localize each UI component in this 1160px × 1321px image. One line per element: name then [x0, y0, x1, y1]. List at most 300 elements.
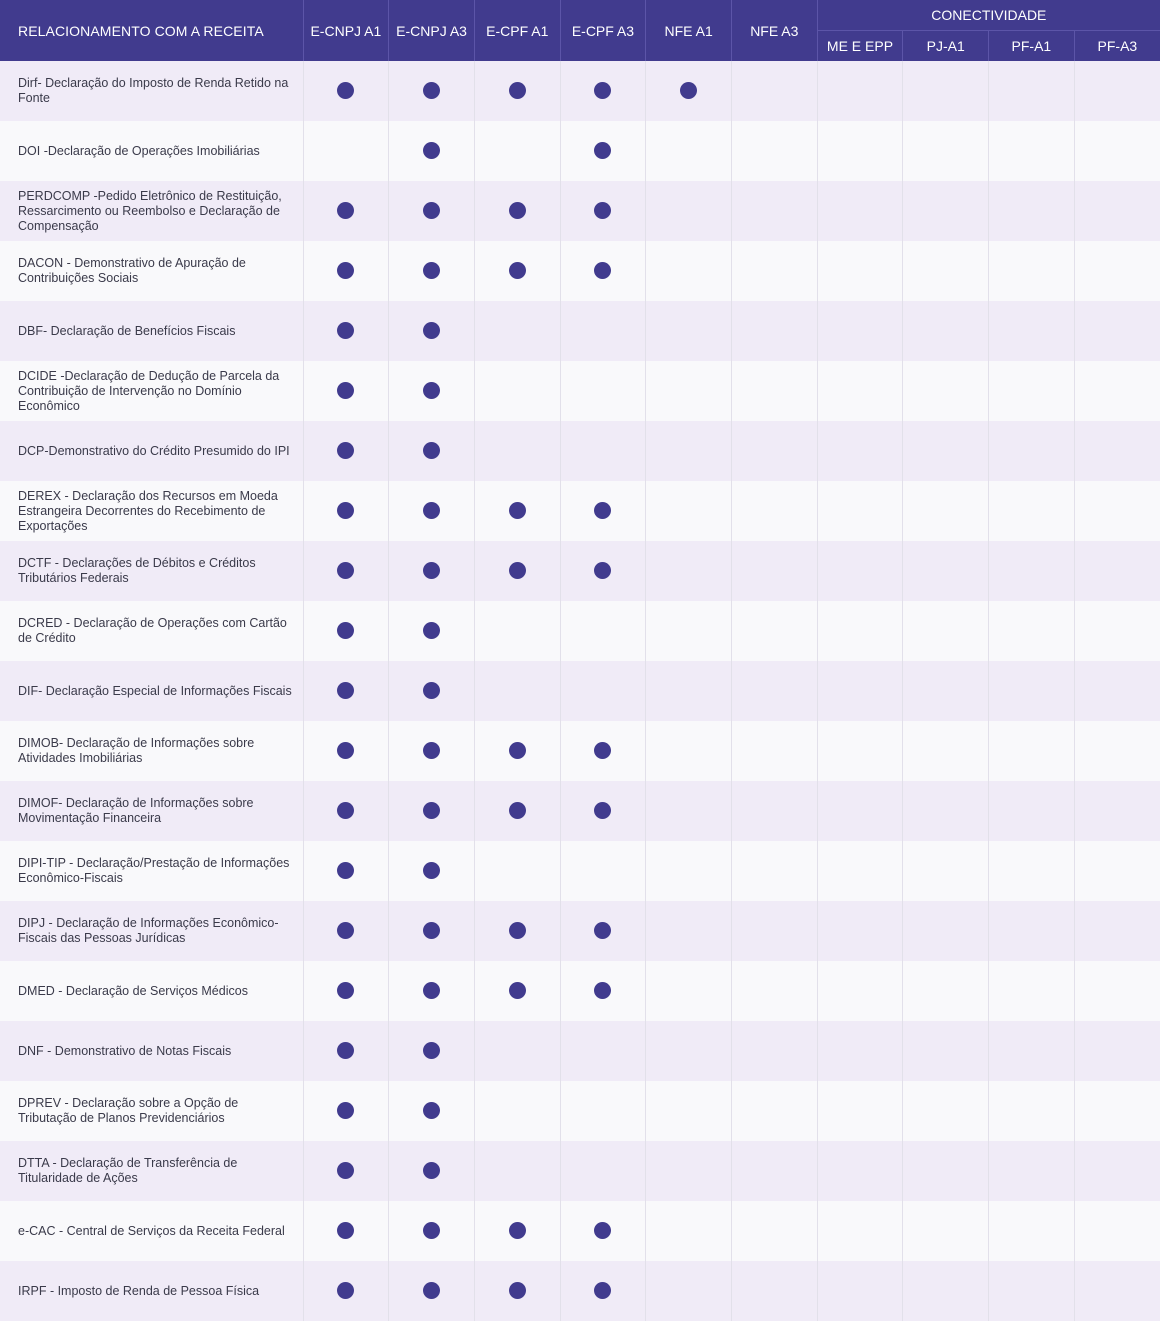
support-cell: [1074, 1261, 1160, 1321]
supported-dot-icon: [337, 682, 354, 699]
supported-dot-icon: [509, 802, 526, 819]
support-cell: [303, 661, 389, 721]
support-cell: [474, 421, 560, 481]
support-cell: [903, 301, 989, 361]
support-cell: [989, 841, 1075, 901]
supported-dot-icon: [509, 502, 526, 519]
support-cell: [303, 841, 389, 901]
support-cell: [560, 241, 646, 301]
support-cell: [646, 121, 732, 181]
row-label: DMED - Declaração de Serviços Médicos: [0, 961, 303, 1021]
support-cell: [646, 421, 732, 481]
support-cell: [389, 1261, 475, 1321]
support-cell: [560, 1141, 646, 1201]
row-label: DACON - Demonstrativo de Apuração de Contribuições Sociais: [0, 241, 303, 301]
support-cell: [989, 1141, 1075, 1201]
row-label: DIMOF- Declaração de Informações sobre Movimentação Financeira: [0, 781, 303, 841]
support-cell: [646, 1081, 732, 1141]
supported-dot-icon: [509, 202, 526, 219]
support-cell: [389, 181, 475, 241]
support-cell: [474, 1201, 560, 1261]
support-cell: [389, 361, 475, 421]
support-cell: [989, 361, 1075, 421]
header-pf-a1: PF-A1: [989, 31, 1075, 62]
support-cell: [989, 241, 1075, 301]
header-me-e-epp: ME E EPP: [817, 31, 903, 62]
header-e-cnpj-a1: E-CNPJ A1: [303, 0, 389, 61]
support-cell: [389, 1021, 475, 1081]
support-cell: [903, 1081, 989, 1141]
row-label: DCTF - Declarações de Débitos e Créditos Tributários Federais: [0, 541, 303, 601]
support-cell: [389, 301, 475, 361]
supported-dot-icon: [337, 742, 354, 759]
header-conectividade: CONECTIVIDADE: [817, 0, 1160, 31]
support-cell: [817, 841, 903, 901]
support-cell: [474, 1141, 560, 1201]
support-cell: [303, 481, 389, 541]
support-cell: [646, 601, 732, 661]
supported-dot-icon: [594, 742, 611, 759]
table-row: [0, 1081, 1160, 1141]
support-cell: [731, 961, 817, 1021]
support-cell: [389, 721, 475, 781]
supported-dot-icon: [337, 862, 354, 879]
supported-dot-icon: [423, 562, 440, 579]
support-cell: [731, 781, 817, 841]
support-cell: [303, 901, 389, 961]
support-cell: [731, 61, 817, 121]
support-cell: [474, 601, 560, 661]
support-cell: [989, 721, 1075, 781]
supported-dot-icon: [423, 1222, 440, 1239]
table-row: [0, 301, 1160, 361]
supported-dot-icon: [337, 1102, 354, 1119]
header-e-cnpj-a3: E-CNPJ A3: [389, 0, 475, 61]
support-cell: [1074, 1081, 1160, 1141]
support-cell: [1074, 301, 1160, 361]
support-cell: [303, 61, 389, 121]
supported-dot-icon: [423, 1042, 440, 1059]
supported-dot-icon: [337, 322, 354, 339]
support-cell: [731, 841, 817, 901]
support-cell: [731, 1021, 817, 1081]
supported-dot-icon: [594, 982, 611, 999]
table-row: [0, 361, 1160, 421]
support-cell: [817, 1081, 903, 1141]
supported-dot-icon: [509, 562, 526, 579]
supported-dot-icon: [337, 502, 354, 519]
support-cell: [560, 361, 646, 421]
support-cell: [646, 661, 732, 721]
support-cell: [817, 1021, 903, 1081]
support-cell: [646, 361, 732, 421]
supported-dot-icon: [337, 1042, 354, 1059]
support-cell: [903, 721, 989, 781]
support-cell: [903, 1141, 989, 1201]
support-cell: [1074, 1141, 1160, 1201]
support-cell: [560, 421, 646, 481]
supported-dot-icon: [509, 1282, 526, 1299]
support-cell: [474, 841, 560, 901]
support-cell: [474, 781, 560, 841]
table-row: [0, 481, 1160, 541]
table-row: [0, 841, 1160, 901]
row-label: DIPI-TIP - Declaração/Prestação de Informações Econômico-Fiscais: [0, 841, 303, 901]
support-cell: [903, 901, 989, 961]
supported-dot-icon: [423, 82, 440, 99]
supported-dot-icon: [423, 322, 440, 339]
support-cell: [817, 361, 903, 421]
row-label: DCIDE -Declaração de Dedução de Parcela da Contribuição de Intervenção no Domínio Econômico: [0, 361, 303, 421]
support-cell: [474, 1081, 560, 1141]
support-cell: [731, 241, 817, 301]
support-cell: [474, 481, 560, 541]
support-cell: [303, 301, 389, 361]
supported-dot-icon: [423, 1282, 440, 1299]
support-cell: [474, 181, 560, 241]
supported-dot-icon: [423, 742, 440, 759]
support-cell: [731, 1201, 817, 1261]
header-relacionamento: RELACIONAMENTO COM A RECEITA: [0, 0, 303, 61]
support-cell: [389, 661, 475, 721]
supported-dot-icon: [594, 502, 611, 519]
supported-dot-icon: [423, 862, 440, 879]
support-cell: [560, 541, 646, 601]
table-row: [0, 1141, 1160, 1201]
support-cell: [817, 121, 903, 181]
row-label: e-CAC - Central de Serviços da Receita Federal: [0, 1201, 303, 1261]
support-cell: [903, 241, 989, 301]
supported-dot-icon: [594, 562, 611, 579]
support-cell: [303, 961, 389, 1021]
supported-dot-icon: [509, 1222, 526, 1239]
supported-dot-icon: [337, 382, 354, 399]
support-cell: [903, 361, 989, 421]
supported-dot-icon: [337, 562, 354, 579]
support-cell: [474, 301, 560, 361]
support-cell: [817, 61, 903, 121]
support-cell: [903, 481, 989, 541]
support-cell: [389, 61, 475, 121]
support-cell: [474, 961, 560, 1021]
support-cell: [731, 301, 817, 361]
support-cell: [731, 1141, 817, 1201]
supported-dot-icon: [594, 82, 611, 99]
support-cell: [817, 961, 903, 1021]
row-label: IRPF - Imposto de Renda de Pessoa Física: [0, 1261, 303, 1321]
support-cell: [731, 121, 817, 181]
supported-dot-icon: [423, 1102, 440, 1119]
support-cell: [989, 121, 1075, 181]
support-cell: [731, 721, 817, 781]
support-cell: [560, 901, 646, 961]
supported-dot-icon: [594, 202, 611, 219]
support-cell: [989, 421, 1075, 481]
support-cell: [303, 1021, 389, 1081]
support-cell: [389, 841, 475, 901]
supported-dot-icon: [337, 982, 354, 999]
table-row: [0, 541, 1160, 601]
support-cell: [1074, 721, 1160, 781]
support-cell: [817, 1261, 903, 1321]
row-label: DNF - Demonstrativo de Notas Fiscais: [0, 1021, 303, 1081]
support-cell: [817, 181, 903, 241]
header-e-cpf-a1: E-CPF A1: [474, 0, 560, 61]
support-cell: [731, 421, 817, 481]
table-row: [0, 61, 1160, 121]
support-cell: [560, 601, 646, 661]
support-cell: [303, 421, 389, 481]
support-cell: [560, 61, 646, 121]
supported-dot-icon: [423, 802, 440, 819]
support-cell: [989, 1201, 1075, 1261]
supported-dot-icon: [594, 922, 611, 939]
support-cell: [1074, 961, 1160, 1021]
support-cell: [560, 1201, 646, 1261]
support-cell: [903, 1261, 989, 1321]
support-cell: [646, 301, 732, 361]
support-cell: [989, 601, 1075, 661]
support-cell: [303, 721, 389, 781]
support-cell: [560, 1081, 646, 1141]
support-cell: [389, 1081, 475, 1141]
row-label: DCP-Demonstrativo do Crédito Presumido do IPI: [0, 421, 303, 481]
support-cell: [389, 961, 475, 1021]
support-cell: [817, 781, 903, 841]
support-cell: [817, 1141, 903, 1201]
support-cell: [817, 901, 903, 961]
table-body: [0, 61, 1160, 1321]
supported-dot-icon: [423, 502, 440, 519]
row-label: PERDCOMP -Pedido Eletrônico de Restituição, Ressarcimento ou Reembolso e Declaração de Compensação: [0, 181, 303, 241]
supported-dot-icon: [337, 1162, 354, 1179]
support-cell: [1074, 601, 1160, 661]
support-cell: [560, 721, 646, 781]
support-cell: [560, 181, 646, 241]
table-row: [0, 1261, 1160, 1321]
header-e-cpf-a3: E-CPF A3: [560, 0, 646, 61]
supported-dot-icon: [337, 82, 354, 99]
support-cell: [731, 1261, 817, 1321]
supported-dot-icon: [509, 82, 526, 99]
support-cell: [646, 1141, 732, 1201]
support-cell: [989, 781, 1075, 841]
support-cell: [389, 241, 475, 301]
support-cell: [474, 361, 560, 421]
support-cell: [303, 361, 389, 421]
supported-dot-icon: [680, 82, 697, 99]
table-row: [0, 241, 1160, 301]
support-cell: [903, 421, 989, 481]
supported-dot-icon: [337, 922, 354, 939]
support-cell: [731, 481, 817, 541]
table-row: [0, 181, 1160, 241]
support-cell: [389, 1201, 475, 1261]
row-label: DIF- Declaração Especial de Informações Fiscais: [0, 661, 303, 721]
support-cell: [1074, 901, 1160, 961]
supported-dot-icon: [337, 1222, 354, 1239]
support-cell: [646, 481, 732, 541]
row-label: DIPJ - Declaração de Informações Econômico-Fiscais das Pessoas Jurídicas: [0, 901, 303, 961]
support-cell: [389, 421, 475, 481]
support-cell: [817, 301, 903, 361]
support-cell: [817, 541, 903, 601]
support-cell: [903, 61, 989, 121]
support-cell: [1074, 241, 1160, 301]
support-cell: [903, 121, 989, 181]
support-cell: [989, 301, 1075, 361]
supported-dot-icon: [423, 202, 440, 219]
support-cell: [646, 541, 732, 601]
support-cell: [903, 841, 989, 901]
support-cell: [903, 181, 989, 241]
table-row: [0, 121, 1160, 181]
support-cell: [474, 121, 560, 181]
table-row: [0, 1201, 1160, 1261]
support-cell: [646, 1261, 732, 1321]
support-cell: [731, 361, 817, 421]
support-cell: [389, 481, 475, 541]
row-label: DTTA - Declaração de Transferência de Titularidade de Ações: [0, 1141, 303, 1201]
support-cell: [817, 1201, 903, 1261]
support-cell: [731, 541, 817, 601]
support-cell: [303, 601, 389, 661]
row-label: Dirf- Declaração do Imposto de Renda Retido na Fonte: [0, 61, 303, 121]
support-cell: [989, 481, 1075, 541]
support-cell: [989, 961, 1075, 1021]
support-cell: [1074, 421, 1160, 481]
support-cell: [303, 1261, 389, 1321]
row-label: DEREX - Declaração dos Recursos em Moeda Estrangeira Decorrentes do Recebimento de Exportações: [0, 481, 303, 541]
supported-dot-icon: [337, 262, 354, 279]
support-cell: [817, 421, 903, 481]
support-cell: [731, 661, 817, 721]
support-cell: [817, 721, 903, 781]
supported-dot-icon: [423, 442, 440, 459]
support-cell: [560, 781, 646, 841]
support-cell: [646, 841, 732, 901]
support-cell: [1074, 361, 1160, 421]
support-cell: [560, 301, 646, 361]
support-cell: [303, 781, 389, 841]
support-cell: [1074, 121, 1160, 181]
support-cell: [989, 541, 1075, 601]
supported-dot-icon: [423, 982, 440, 999]
support-cell: [903, 781, 989, 841]
support-cell: [989, 1261, 1075, 1321]
support-cell: [1074, 61, 1160, 121]
support-cell: [474, 241, 560, 301]
support-cell: [1074, 1021, 1160, 1081]
support-cell: [474, 541, 560, 601]
support-cell: [817, 241, 903, 301]
support-cell: [646, 1021, 732, 1081]
table-row: [0, 421, 1160, 481]
support-cell: [646, 181, 732, 241]
support-cell: [560, 1261, 646, 1321]
header-pj-a1: PJ-A1: [903, 31, 989, 62]
support-cell: [474, 661, 560, 721]
support-cell: [903, 541, 989, 601]
support-cell: [303, 1081, 389, 1141]
supported-dot-icon: [594, 1282, 611, 1299]
support-cell: [903, 661, 989, 721]
table-row: [0, 781, 1160, 841]
table-row: [0, 901, 1160, 961]
supported-dot-icon: [594, 262, 611, 279]
supported-dot-icon: [337, 1282, 354, 1299]
support-cell: [560, 661, 646, 721]
supported-dot-icon: [423, 922, 440, 939]
support-cell: [989, 1081, 1075, 1141]
support-cell: [817, 601, 903, 661]
supported-dot-icon: [423, 682, 440, 699]
table-row: [0, 601, 1160, 661]
supported-dot-icon: [509, 982, 526, 999]
supported-dot-icon: [509, 262, 526, 279]
support-cell: [646, 961, 732, 1021]
support-cell: [1074, 181, 1160, 241]
table-row: [0, 721, 1160, 781]
row-label: DOI -Declaração de Operações Imobiliárias: [0, 121, 303, 181]
table-row: [0, 1021, 1160, 1081]
support-cell: [389, 601, 475, 661]
support-cell: [560, 121, 646, 181]
support-cell: [560, 481, 646, 541]
support-cell: [560, 1021, 646, 1081]
supported-dot-icon: [423, 622, 440, 639]
support-cell: [903, 601, 989, 661]
supported-dot-icon: [423, 1162, 440, 1179]
row-label: DIMOB- Declaração de Informações sobre Atividades Imobiliárias: [0, 721, 303, 781]
support-cell: [646, 1201, 732, 1261]
support-cell: [1074, 481, 1160, 541]
support-cell: [303, 541, 389, 601]
support-cell: [731, 601, 817, 661]
supported-dot-icon: [509, 742, 526, 759]
support-cell: [903, 1201, 989, 1261]
supported-dot-icon: [509, 922, 526, 939]
table-header: [0, 0, 1160, 61]
support-cell: [474, 721, 560, 781]
row-label: DBF- Declaração de Benefícios Fiscais: [0, 301, 303, 361]
support-cell: [1074, 661, 1160, 721]
support-cell: [560, 961, 646, 1021]
supported-dot-icon: [423, 262, 440, 279]
header-pf-a3: PF-A3: [1074, 31, 1160, 62]
table-row: [0, 661, 1160, 721]
support-cell: [903, 1021, 989, 1081]
supported-dot-icon: [594, 1222, 611, 1239]
support-cell: [646, 61, 732, 121]
support-cell: [731, 181, 817, 241]
header-nfe-a3: NFE A3: [731, 0, 817, 61]
support-cell: [817, 481, 903, 541]
support-cell: [474, 1261, 560, 1321]
support-cell: [646, 241, 732, 301]
supported-dot-icon: [594, 802, 611, 819]
support-cell: [1074, 1201, 1160, 1261]
support-cell: [1074, 541, 1160, 601]
row-label: DPREV - Declaração sobre a Opção de Tributação de Planos Previdenciários: [0, 1081, 303, 1141]
support-cell: [303, 1201, 389, 1261]
support-cell: [989, 901, 1075, 961]
support-cell: [989, 1021, 1075, 1081]
support-cell: [303, 121, 389, 181]
supported-dot-icon: [423, 142, 440, 159]
support-cell: [817, 661, 903, 721]
supported-dot-icon: [337, 202, 354, 219]
